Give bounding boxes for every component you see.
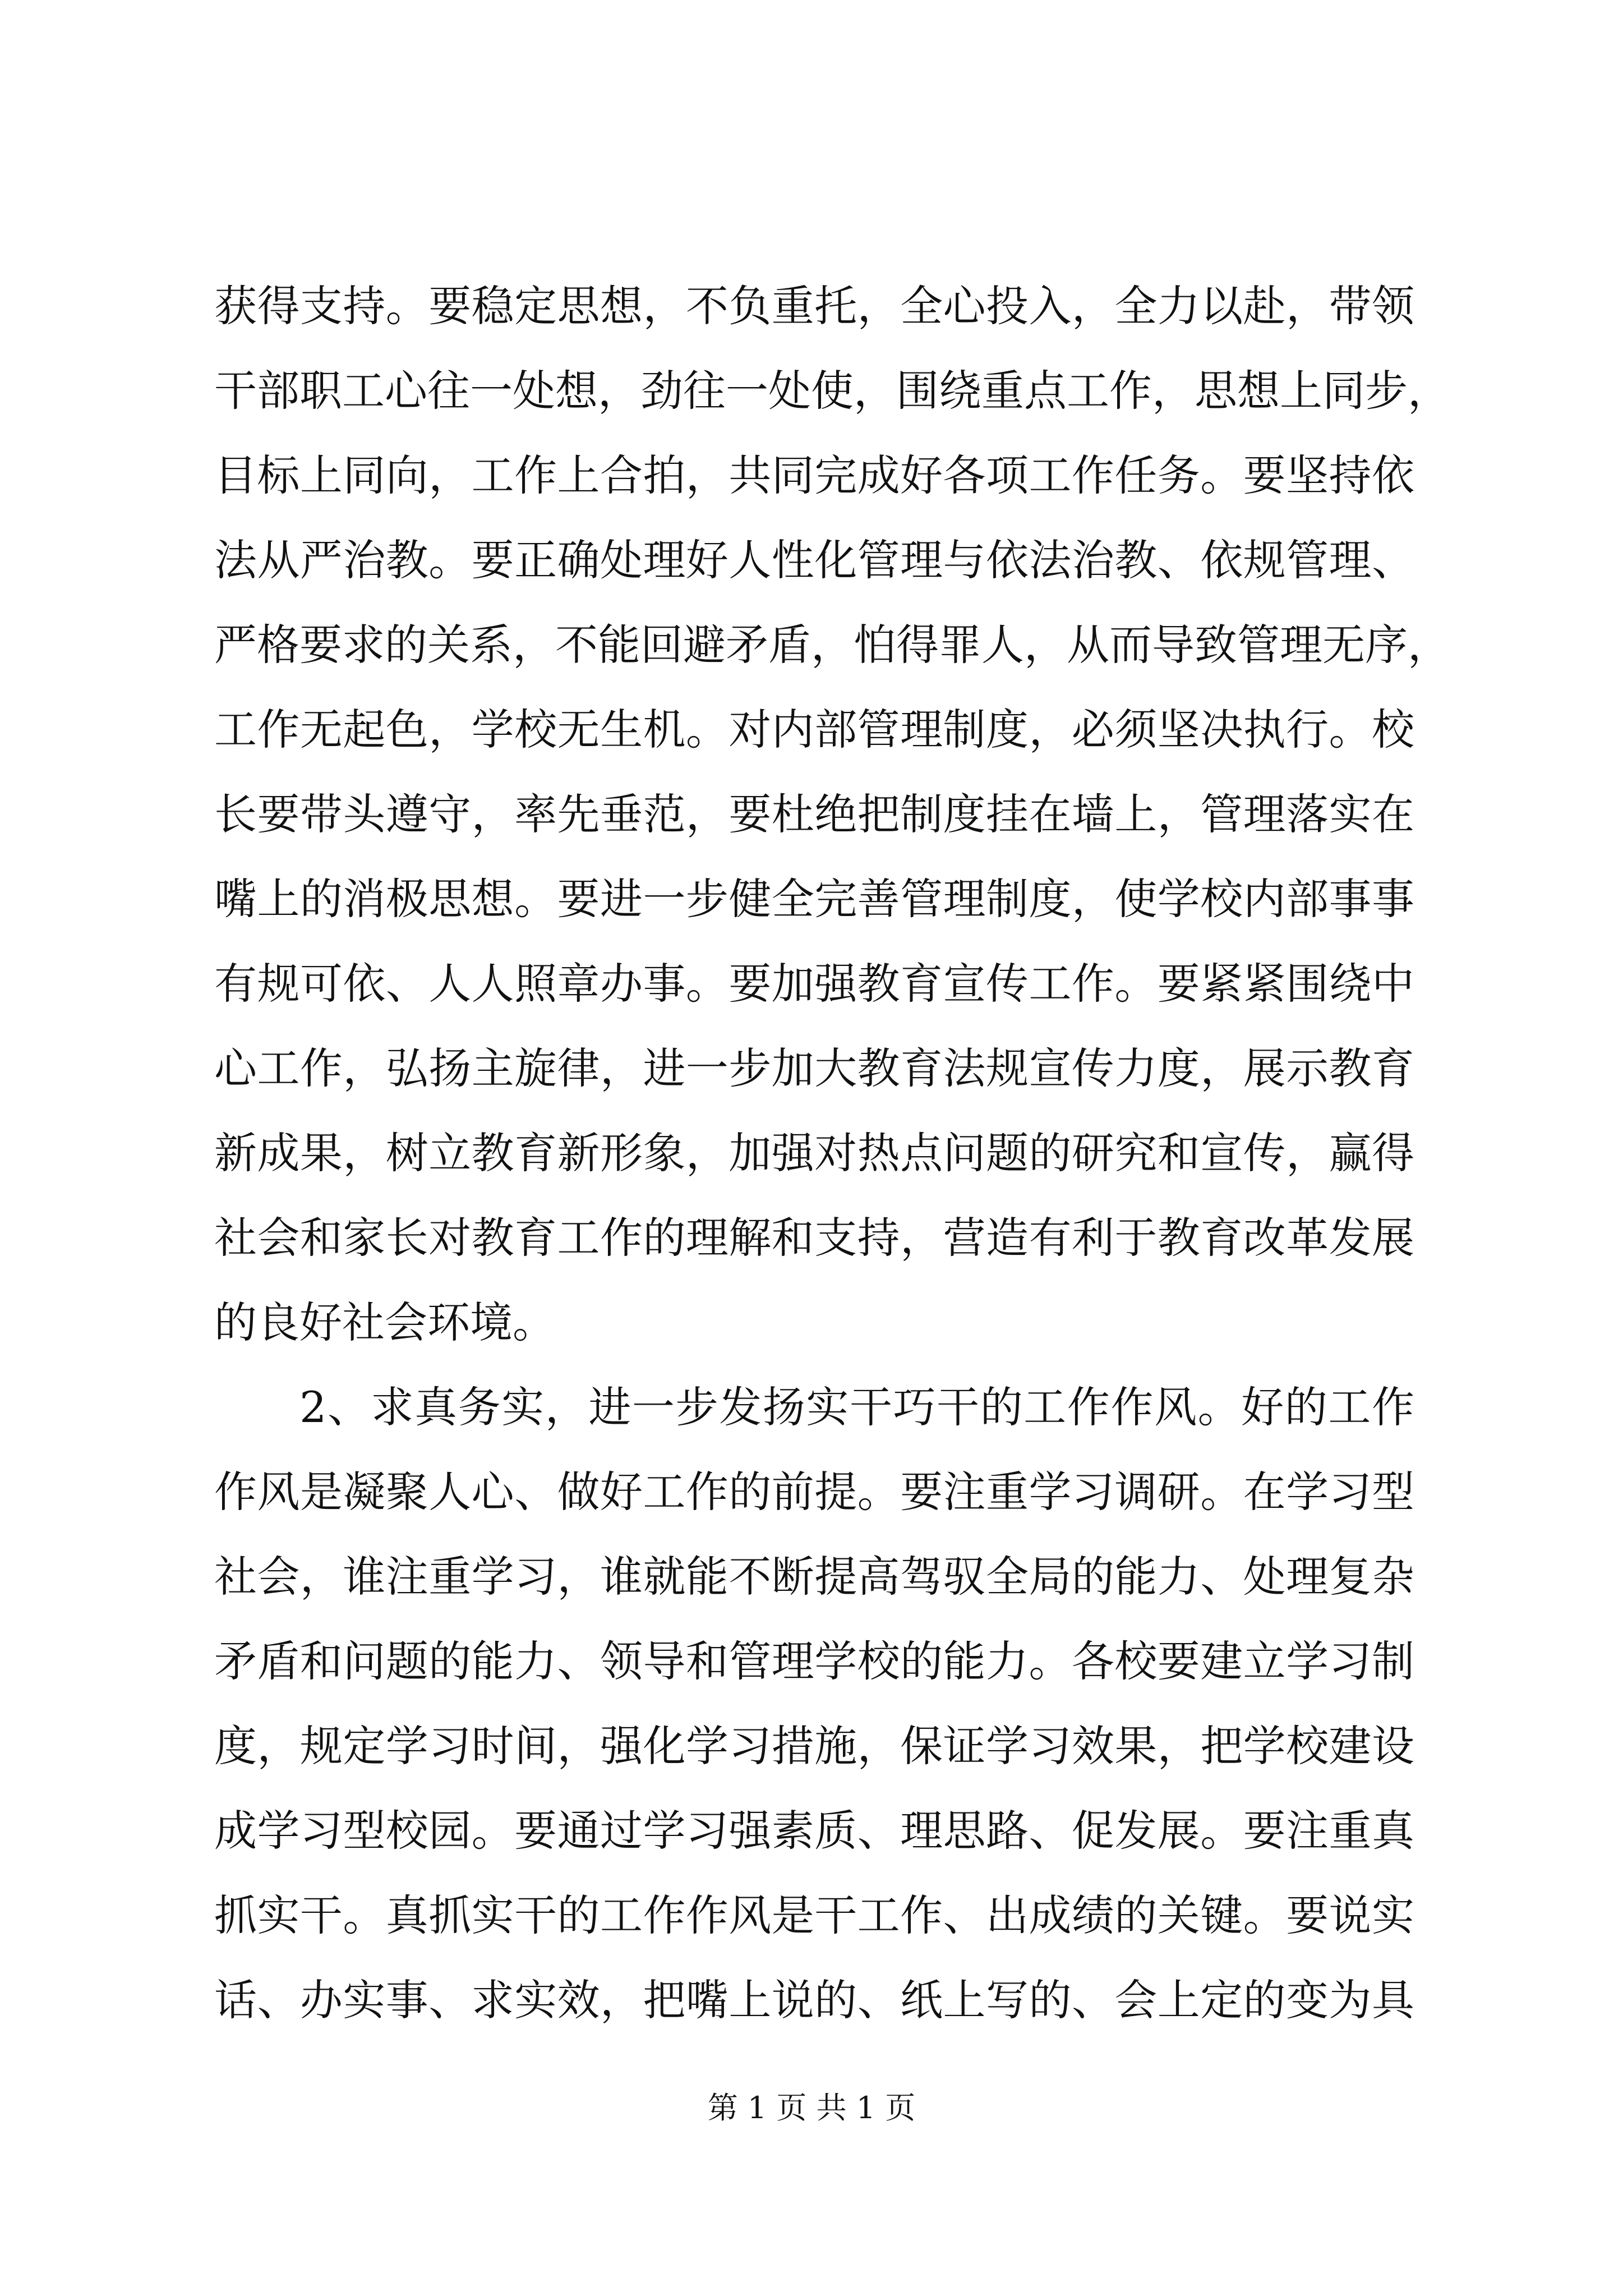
text-line: 作风是凝聚人心、做好工作的前提。要注重学习调研。在学习型 bbox=[214, 1467, 1414, 1517]
text-line: 社会和家长对教育工作的理解和支持，营造有利于教育改革发展 bbox=[214, 1213, 1414, 1263]
text-line: 社会，谁注重学习，谁就能不断提高驾驭全局的能力、处理复杂 bbox=[214, 1552, 1414, 1602]
text-line: 严格要求的关系，不能回避矛盾，怕得罪人，从而导致管理无序， bbox=[214, 620, 1450, 670]
text-line: 干部职工心往一处想，劲往一处使，围绕重点工作，思想上同步， bbox=[214, 366, 1450, 416]
text-line: 有规可依、人人照章办事。要加强教育宣传工作。要紧紧围绕中 bbox=[214, 959, 1414, 1009]
paragraph-1 bbox=[214, 264, 1450, 1365]
text-line: 获得支持。要稳定思想，不负重托，全心投入，全力以赴，带领 bbox=[214, 281, 1414, 331]
text-line: 目标上同向，工作上合拍，共同完成好各项工作任务。要坚持依 bbox=[214, 450, 1414, 500]
text-line: 成学习型校园。要通过学习强素质、理思路、促发展。要注重真 bbox=[214, 1806, 1414, 1856]
text-line: 的良好社会环境。 bbox=[214, 1297, 555, 1347]
text-line: 矛盾和问题的能力、领导和管理学校的能力。各校要建立学习制 bbox=[214, 1636, 1414, 1686]
paragraph-2 bbox=[214, 1365, 1414, 2042]
document-body bbox=[214, 264, 1450, 2042]
text-line: 工作无起色，学校无生机。对内部管理制度，必须坚决执行。校 bbox=[214, 705, 1414, 754]
text-line: 长要带头遵守，率先垂范，要杜绝把制度挂在墙上，管理落实在 bbox=[214, 789, 1414, 839]
text-line: 2、求真务实，进一步发扬实干巧干的工作作风。好的工作 bbox=[299, 1382, 1414, 1432]
text-line: 新成果，树立教育新形象，加强对热点问题的研究和宣传，赢得 bbox=[214, 1128, 1414, 1178]
text-line: 法从严治教。要正确处理好人性化管理与依法治教、依规管理、 bbox=[214, 535, 1414, 585]
text-line: 心工作，弘扬主旋律，进一步加大教育法规宣传力度，展示教育 bbox=[214, 1043, 1414, 1093]
page-footer: 第 1 页 共 1 页 bbox=[707, 2090, 916, 2125]
text-line: 嘴上的消极思想。要进一步健全完善管理制度，使学校内部事事 bbox=[214, 874, 1414, 924]
text-line: 抓实干。真抓实干的工作作风是干工作、出成绩的关键。要说实 bbox=[214, 1890, 1414, 1940]
text-line: 度，规定学习时间，强化学习措施，保证学习效果，把学校建设 bbox=[214, 1721, 1414, 1771]
text-line: 话、办实事、求实效，把嘴上说的、纸上写的、会上定的变为具 bbox=[214, 1975, 1414, 2025]
